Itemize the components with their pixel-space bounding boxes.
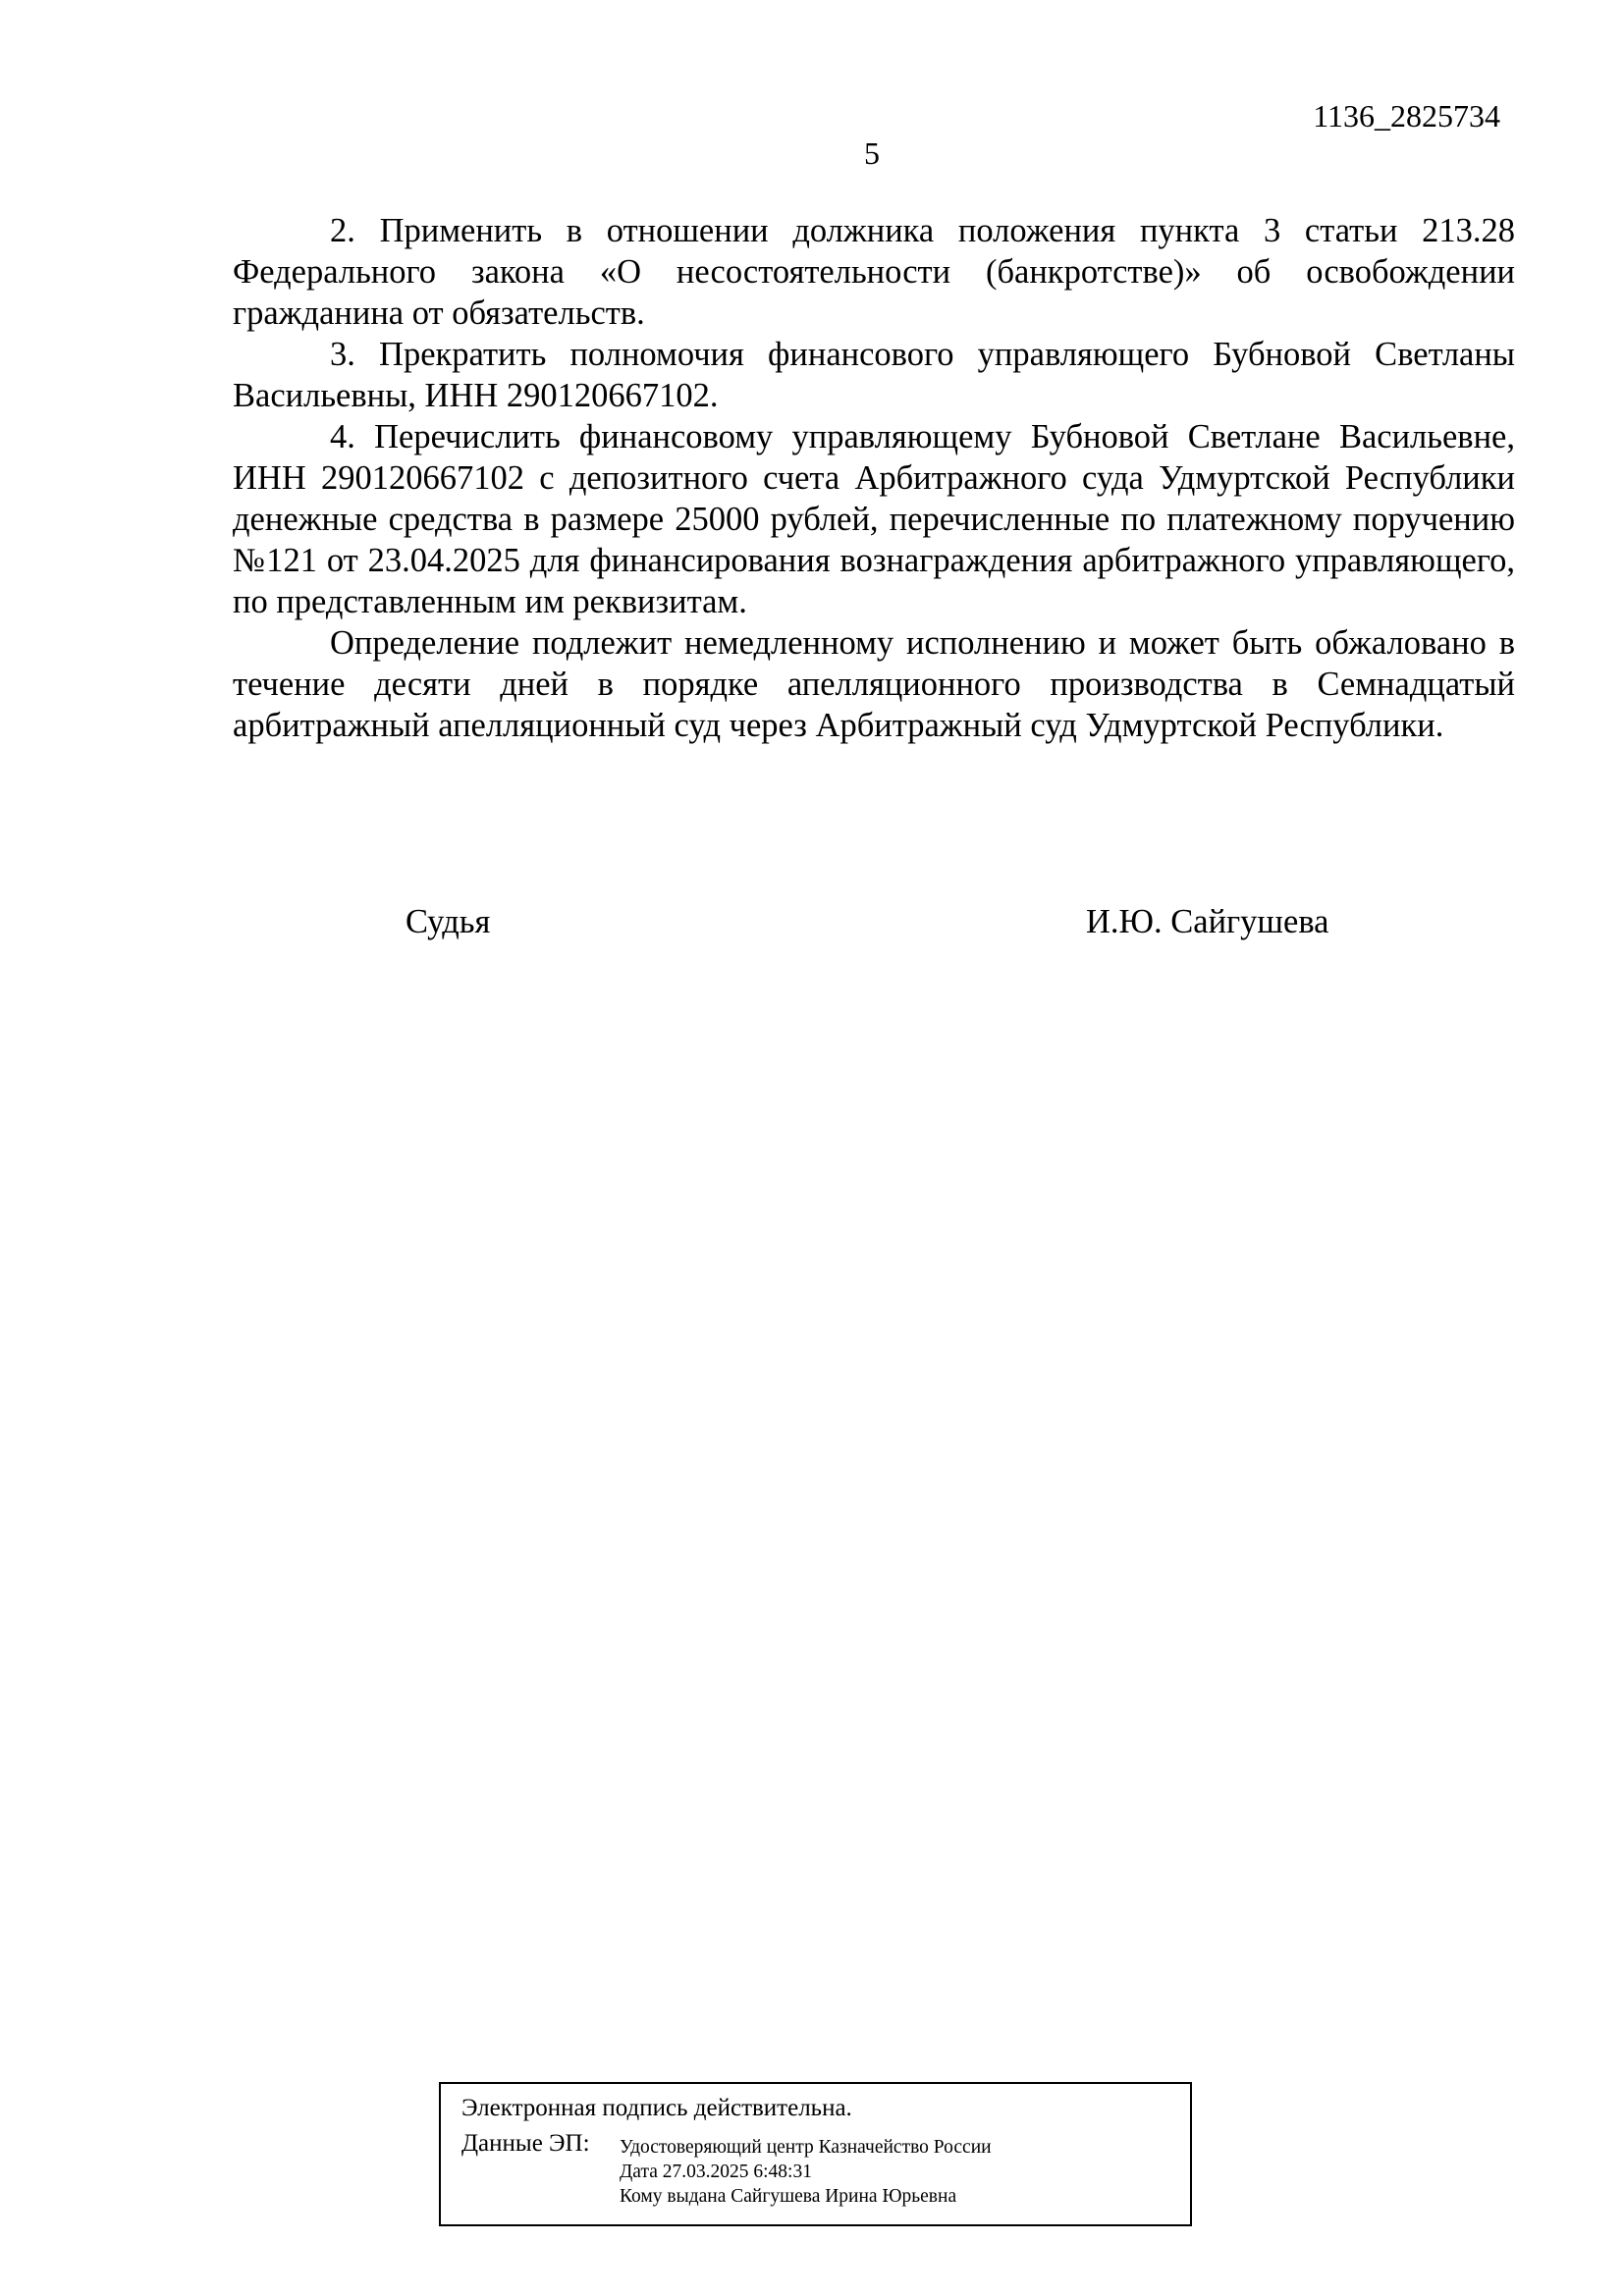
paragraph-item-2: 2. Применить в отношении должника положения пункта 3 статьи 213.28 Федерального закона «О несостоятельности (банкротстве)» об освобождении гражданина от обязательств. <box>233 212 1515 332</box>
esig-date: Дата 27.03.2025 6:48:31 <box>620 2162 812 2182</box>
esig-issued-to: Кому выдана Сайгушева Ирина Юрьевна <box>620 2186 957 2207</box>
signature-block <box>0 901 1624 950</box>
esig-valid-text: Электронная подпись действительна. <box>461 2095 852 2121</box>
paragraph-item-3: 3. Прекратить полномочия финансового управляющего Бубновой Светланы Васильевны, ИНН 290120667102. <box>233 336 1515 414</box>
paragraph-item-4: 4. Перечислить финансовому управляющему Бубновой Светлане Васильевне, ИНН 290120667102 с депозитного счета Арбитражного суда Удмуртской Республики денежные средства в размере 25000 рублей, перечисленные по платежному поручению №121 от 23.04.2025 для финансирования вознаграждения арбитражного управляющего, по представленным им реквизитам. <box>233 418 1515 620</box>
judge-title: Судья <box>406 903 491 940</box>
document-id: 1136_2825734 <box>1313 98 1500 133</box>
esig-issuer: Удостоверяющий центр Казначейство России <box>620 2137 992 2158</box>
electronic-signature-stamp <box>439 2082 1192 2226</box>
esig-data-label: Данные ЭП: <box>461 2130 590 2157</box>
page-number: 5 <box>864 135 880 171</box>
judge-name: И.Ю. Сайгушева <box>1086 903 1329 940</box>
document-body <box>233 210 1515 746</box>
paragraph-ruling-appeal: Определение подлежит немедленному исполнению и может быть обжаловано в течение десяти дней в порядке апелляционного производства в Семнадцатый арбитражный апелляционный суд через Арбитражный суд Удмуртской Республики. <box>233 624 1515 744</box>
esig-details <box>620 2135 992 2209</box>
